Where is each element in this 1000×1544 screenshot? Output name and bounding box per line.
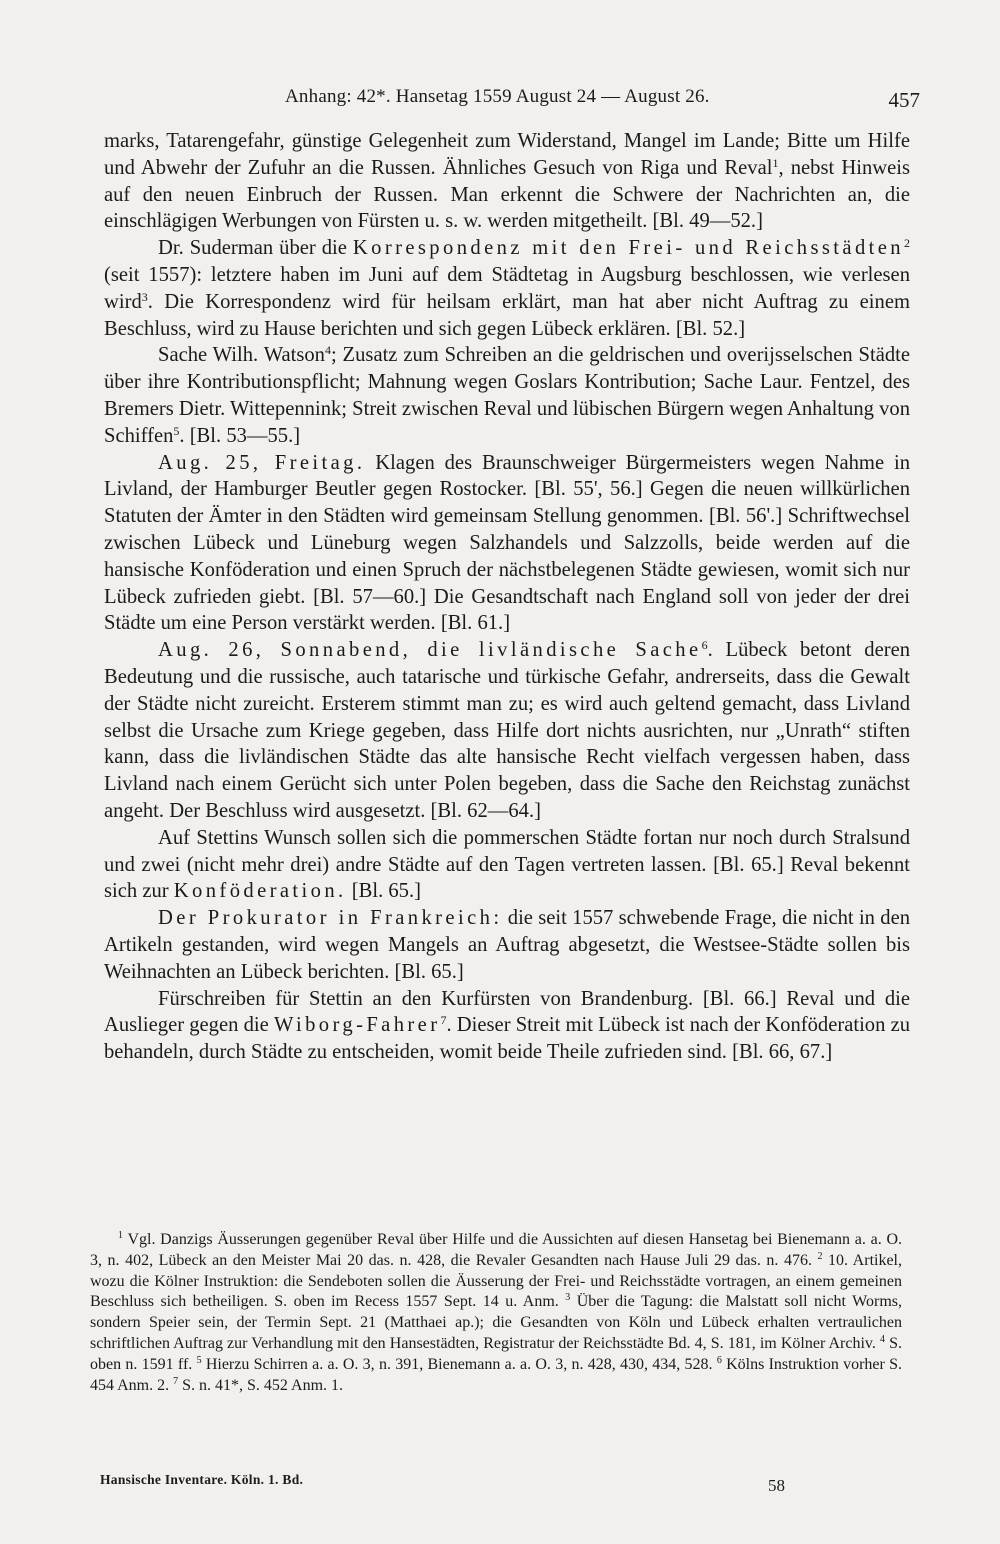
paragraph-5: Aug. 26, Sonnabend, die livländische Sache$^6$. Lübeck betont deren Bedeutung und die russische, auch tatarische und türkische Gefahr, andrerseits, dass die Gewalt der Städte nicht zureicht. Ersterem stimmt man zu; es wird auch geltend gemacht, dass Livland selbst die Ursache zum Kriege gegeben, dass Hilfe dort nichts ausrichten, nur „Unrath“ stiften kann, dass die livländischen Städte das alte hansische Recht vielfach vergessen haben, dass Livland nach einem Gerücht sich unter Polen begeben, dass die Sache den Reichstag zunächst angeht. Der Beschluss wird ausgesetzt. [Bl. 62—64.]: [104, 638, 911, 822]
footnote-ref-4: 4: [324, 343, 331, 358]
footnote-mark-5: 5: [196, 1354, 202, 1366]
paragraph-8: Fürschreiben für Stettin an den Kurfürsten von Brandenburg. [Bl. 66.] Reval und die Auslieger gegen die Wiborg-Fahrer$^7$. Dieser Streit mit Lübeck ist nach der Konföderation zu behandeln, durch Städte zu entscheiden, womit beide Theile zufrieden sind. [Bl. 66, 67.]: [104, 987, 911, 1064]
paragraph-7: Der Prokurator in Frankreich: die seit 1557 schwebende Frage, die nicht in den Artikeln gestanden, wird wegen Mangels an Auftrag abgesetzt, die Westsee-Städte sollen bis Weihnachten an Lübeck berichten. [Bl. 65.]: [104, 907, 911, 983]
footnote-mark-6: 6: [716, 1354, 722, 1366]
spaced-date-aug-26: Aug. 26, Sonnabend, die livländische Sache: [158, 639, 702, 662]
sheet-number: 58: [768, 1476, 785, 1495]
paragraph-4: Aug. 25, Freitag. Klagen des Braunschweiger Bürgermeisters wegen Nahme in Livland, der Hamburger Beutler gegen Rostocker. [Bl. 55', 56.] Gegen die neuen willkürlichen Statuten der Ämter in den Städten wird gemeinsam Stellung genommen. [Bl. 56'.] Schriftwechsel zwischen Lübeck und Lüneburg wegen Salzhandels und Salzzolls, beide werden auf die hansische Konföderation und einen Spruch der nächstbelegenen Städte gewiesen, womit sich nur Lübeck zufrieden giebt. [Bl. 57—60.] Die Gesandtschaft nach England soll von jeder der drei Städte um eine Person verstärkt werden. [Bl. 61.]: [104, 451, 910, 635]
paragraph-1: marks, Tatarengefahr, günstige Gelegenheit zum Widerstand, Mangel im Lande; Bitte um Hilfe und Abwehr der Zufuhr an die Russen. Ähnliches Gesuch von Riga und Reval$^1$, nebst Hinweis auf den neuen Einbruch der Russen. Man erkennt die Schwere der Nachrichten an, die einschlägigen Werbungen von Fürsten u. s. w. werden mitgetheilt. [Bl. 49—52.]: [104, 130, 910, 233]
spaced-date-aug-25: Aug. 25, Freitag.: [158, 451, 366, 474]
paragraph-3: Sache Wilh. Watson$^4$; Zusatz zum Schreiben an die geldrischen und overijsselschen Städte über ihre Kontributionspflicht; Mahnung wegen Goslars Kontribution; Sache Laur. Fentzel, des Bremers Dietr. Wittepennink; Streit zwischen Reval und lübischen Bürgern wegen Anhaltung von Schiffen$^5$. [Bl. 53—55.]: [104, 343, 911, 447]
main-text: [104, 128, 910, 1066]
footnote-mark-7: 7: [173, 1375, 179, 1387]
footnote-mark-3: 3: [565, 1292, 571, 1304]
footnotes: [90, 1230, 902, 1396]
footnote-ref-2: 2: [904, 236, 910, 251]
footnote-ref-6: 6: [701, 638, 708, 653]
header-title: Anhang: 42*. Hansetag 1559 August 24 — August 26.: [285, 86, 710, 107]
paragraph-2: Dr. Suderman über die Korrespondenz mit den Frei- und Reichsstädten$^2$ (seit 1557): letztere haben im Juni auf dem Städtetag in Augsburg beschlossen, wie verlesen wird$^3$. Die Korrespondenz wird für heilsam erklärt, man hat aber nicht Auftrag zu einem Beschluss, wird zu Hause berichten und sich gegen Lübeck erklären. [Bl. 52.]: [104, 236, 910, 340]
spaced-prokurator: Der Prokurator in Frankreich:: [158, 907, 503, 930]
spaced-wiborg-fahrer: Wiborg-Fahrer: [273, 1014, 441, 1037]
signature-line: Hansische Inventare. Köln. 1. Bd.: [100, 1472, 304, 1487]
footnote-ref-7: 7: [440, 1013, 447, 1028]
footnote-ref-5: 5: [173, 423, 180, 438]
spaced-heading: Korrespondenz mit den Frei- und Reichsstädten: [352, 237, 904, 260]
running-header: [100, 86, 920, 116]
paragraph-6: Auf Stettins Wunsch sollen sich die pommerschen Städte fortan nur noch durch Stralsund und zwei (nicht mehr drei) andre Städte auf den Tagen vertreten lassen. [Bl. 65.] Reval bekennt sich zur Konföderation. [Bl. 65.]: [104, 826, 910, 903]
footnote-block: $^1$ Vgl. Danzigs Äusserungen gegenüber Reval über Hilfe und die Aussichten auf diesen Hansetag bei Bienemann a. a. O. 3, n. 402, Lübeck an den Meister Mai 20 das. n. 428, die Revaler Gesandten nach Hause Juli 29 das. n. 476. $^2$ 10. Artikel, wozu die Kölner Instruktion: die Sendeboten sollen die Äusserung der Frei- und Reichsstädte vortragen, an einem gemeinen Beschluss sich betheiligen. S. oben im Recess 1557 Sept. 14 u. Anm. $^3$ Über die Tagung: die Malstatt soll nicht Worms, sondern Speier sein, der Termin Sept. 21 (Matthaei ap.); die Gesandten von Köln und Lübeck erhalten vertraulichen schriftlichen Auftrag zur Verhandlung mit den Hansestädten, Registratur der Reichsstädte Bd. 4, S. 181, im Kölner Archiv. $^4$ S. oben n. 1591 ff. $^5$ Hierzu Schirren a. a. O. 3, n. 391, Bienemann a. a. O. 3, n. 428, 430, 434, 528. $^6$ Kölns Instruktion vorher S. 454 Anm. 2. $^7$ S. n. 41*, S. 452 Anm. 1.: [90, 1230, 903, 1394]
footnote-mark-2: 2: [817, 1250, 823, 1262]
footnote-mark-1: 1: [118, 1230, 123, 1241]
footnote-mark-4: 4: [880, 1333, 885, 1345]
spaced-konfoederation: Konföderation.: [173, 880, 347, 903]
footnote-ref-3: 3: [141, 289, 148, 304]
page-number: 457: [888, 88, 920, 112]
footnote-ref-1: 1: [772, 155, 779, 170]
